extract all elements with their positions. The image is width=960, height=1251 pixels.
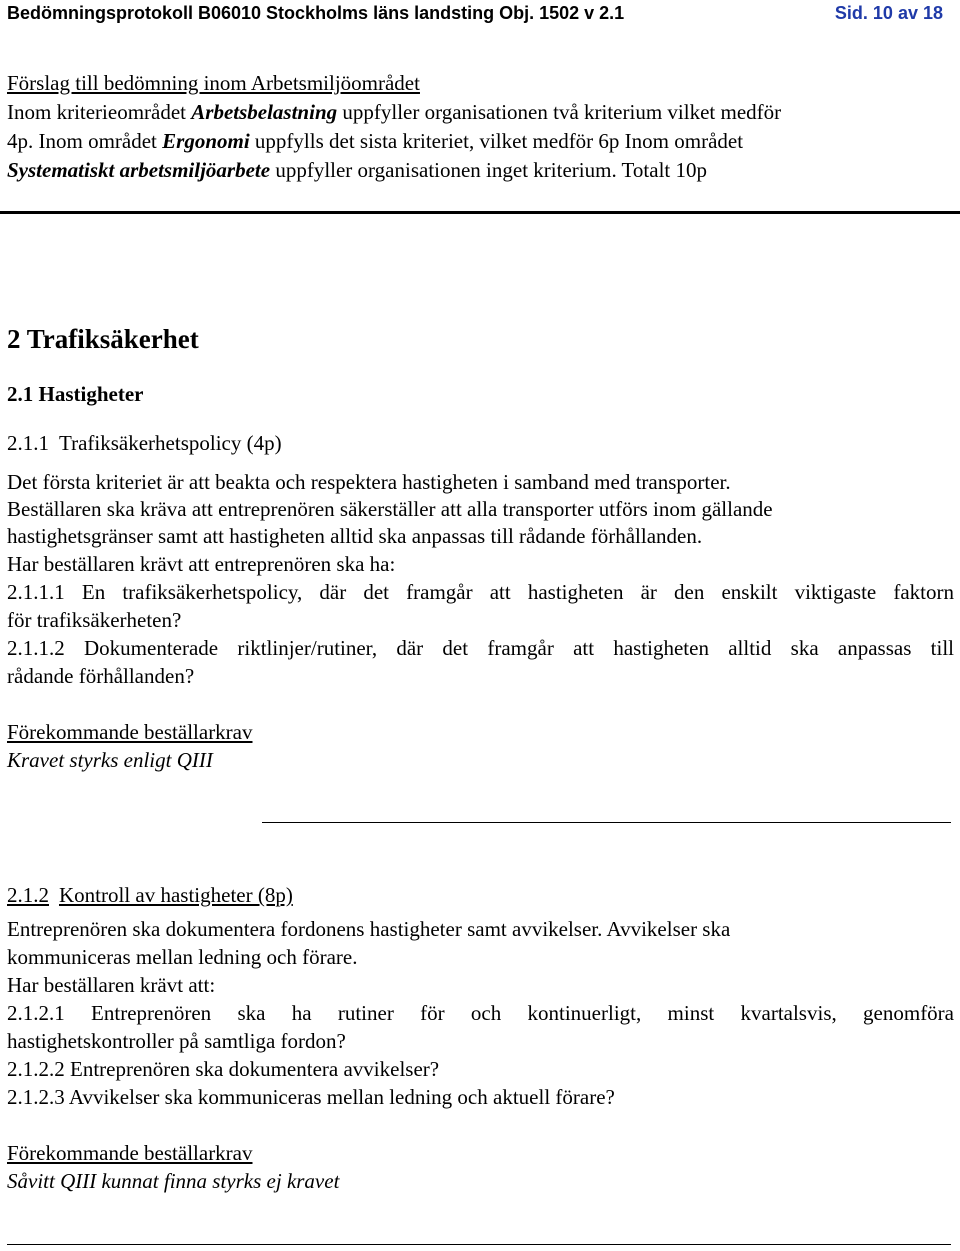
question-2-1-2-1-cont: hastighetskontroller på samtliga fordon? [7,1029,346,1053]
systematiskt-term: Systematiskt arbetsmiljöarbete [7,158,271,182]
paragraph-line: kommuniceras mellan ledning och förare. [7,945,358,969]
page-header [7,0,954,26]
separator-line [7,1244,951,1245]
requirement-value: Kravet styrks enligt QIII [7,748,213,772]
proposal-line-2: 4p. Inom området Ergonomi uppfylls det sista kriteriet, vilket medför 6p Inom området [7,129,744,153]
question-2-1-2-3: 2.1.2.3 Avvikelser ska kommuniceras mellan ledning och aktuell förare? [7,1085,615,1109]
paragraph-line: Entreprenören ska dokumentera fordonens hastigheter samt avvikelser. Avvikelser ska [7,917,731,941]
paragraph-line: hastighetsgränser samt att hastigheten alltid ska anpassas till rådande förhållanden. [7,524,703,548]
question-2-1-1-2: 2.1.1.2 Dokumenterade riktlinjer/rutiner, där det framgår att hastigheten alltid ska anpassas till [7,636,954,660]
proposal-heading: Förslag till bedömning inom Arbetsmiljöområdet [7,71,420,95]
paragraph-line: Beställaren ska kräva att entreprenören säkerställer att alla transporter utförs inom gällande [7,497,773,521]
page-number: Sid. 10 av 18 [834,3,943,23]
section-divider [0,211,960,214]
paragraph-line: Har beställaren krävt att: [7,973,216,997]
requirement-label: Förekommande beställarkrav [7,720,253,744]
arbetsbelastning-term: Arbetsbelastning [191,100,338,124]
question-2-1-1-1: 2.1.1.1 En trafiksäkerhetspolicy, där det framgår att hastigheten är den enskilt viktigaste faktorn [7,580,954,604]
document-title: Bedömningsprotokoll B06010 Stockholms läns landsting Obj. 1502 v 2.1 [7,3,625,23]
section-title: 2 Trafiksäkerhet [7,324,199,354]
paragraph-line: Har beställaren krävt att entreprenören ska ha: [7,552,396,576]
question-2-1-1-1-cont: för trafiksäkerheten? [7,608,182,632]
question-2-1-2-2: 2.1.2.2 Entreprenören ska dokumentera avvikelser? [7,1057,440,1081]
ergonomi-term: Ergonomi [162,129,250,153]
paragraph-line: Det första kriteriet är att beakta och respektera hastigheten i samband med transporter. [7,470,731,494]
criterion-heading-2-1-1: 2.1.1 Trafiksäkerhetspolicy (4p) [7,431,282,455]
proposal-line-1: Inom kriterieområdet Arbetsbelastning uppfyller organisationen två kriterium vilket medför [7,100,782,124]
question-2-1-1-2-cont: rådande förhållanden? [7,664,195,688]
proposal-line-3: Systematiskt arbetsmiljöarbete uppfyller organisationen inget kriterium. Totalt 10p [7,158,707,182]
subsection-title: 2.1 Hastigheter [7,382,144,406]
criterion-heading-2-1-2: 2.1.2 Kontroll av hastigheter (8p) [7,883,293,907]
requirement-label: Förekommande beställarkrav [7,1141,253,1165]
separator-line [262,822,951,823]
requirement-value: Såvitt QIII kunnat finna styrks ej kravet [7,1169,340,1193]
question-2-1-2-1: 2.1.2.1 Entreprenören ska ha rutiner för och kontinuerligt, minst kvartalsvis, genomföra [7,1001,954,1025]
